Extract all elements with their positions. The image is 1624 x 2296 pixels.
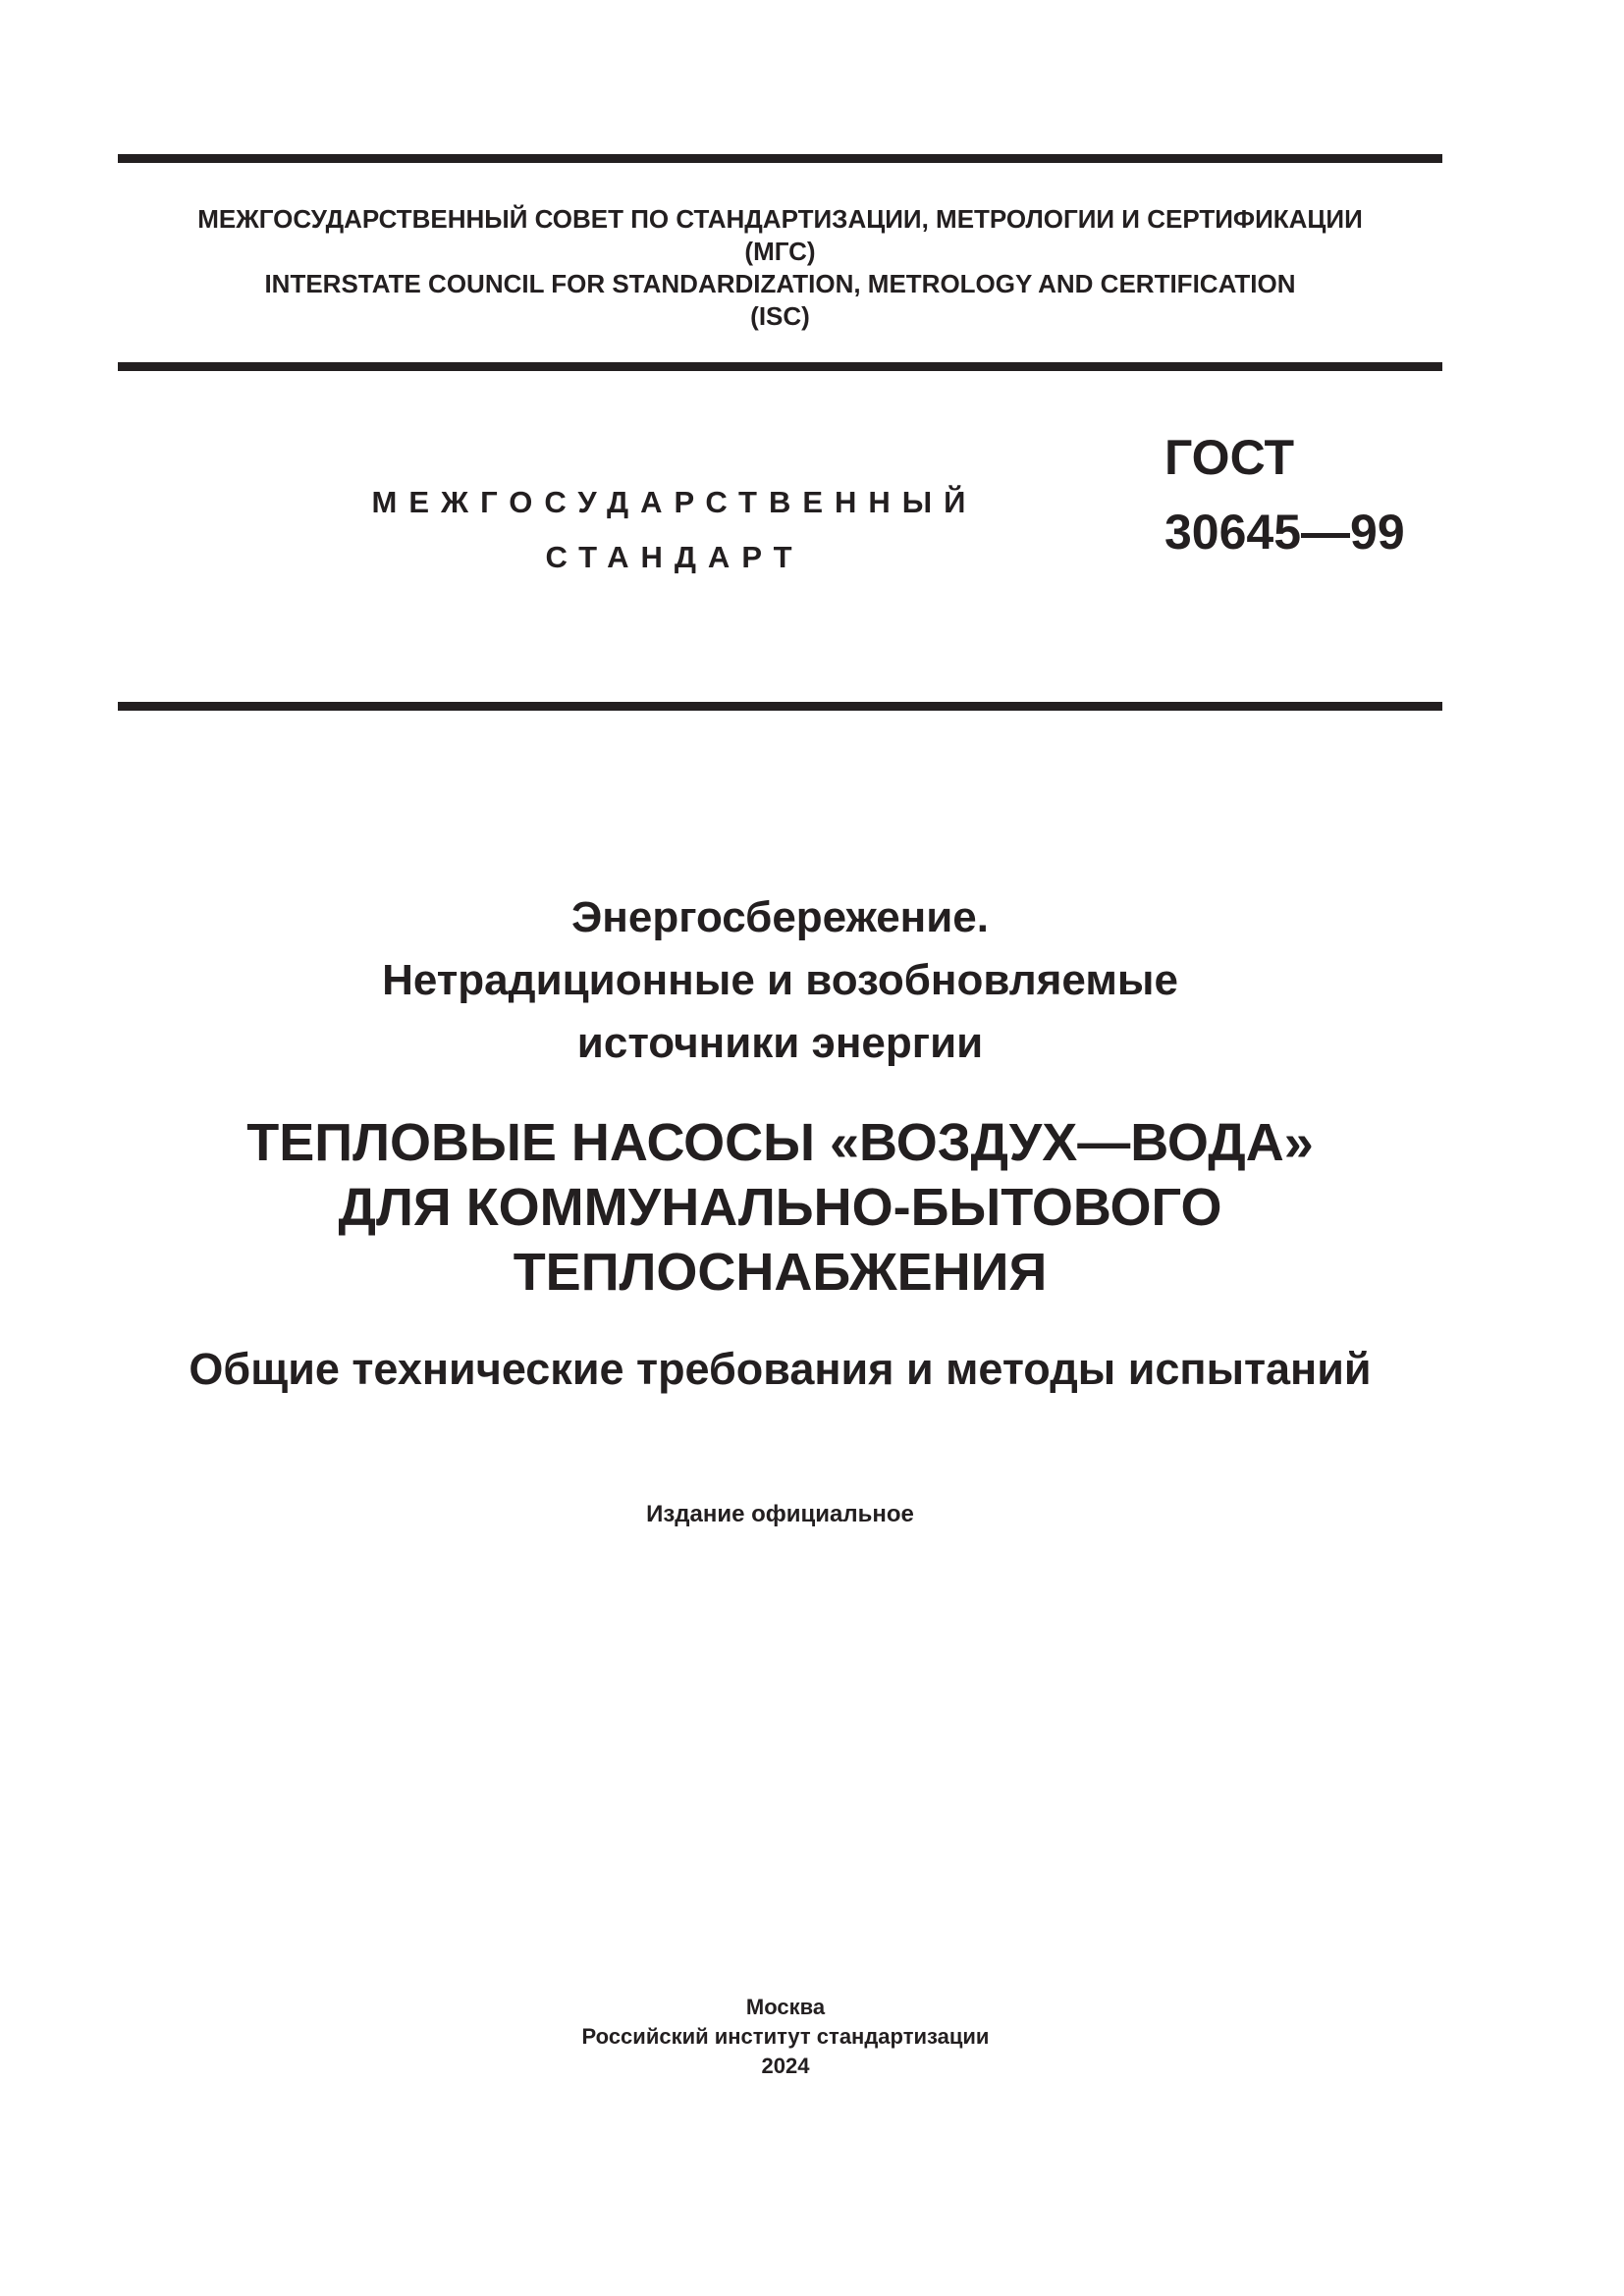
main-title: [98, 1110, 1462, 1305]
designation-prefix: ГОСТ: [1164, 430, 1294, 485]
standard-kind-line1: МЕЖГОСУДАРСТВЕННЫЙ: [371, 485, 978, 519]
header-divider: [118, 362, 1442, 371]
imprint-year: 2024: [761, 2054, 810, 2078]
council-abbr-en: (ISC): [750, 301, 810, 331]
main-title-line-1: ТЕПЛОВЫЕ НАСОСЫ «ВОЗДУХ—ВОДА»: [246, 1113, 1314, 1172]
council-name-ru: МЕЖГОСУДАРСТВЕННЫЙ СОВЕТ ПО СТАНДАРТИЗАЦИИ, МЕТРОЛОГИИ И СЕРТИФИКАЦИИ: [197, 204, 1363, 234]
subtitle-text: Общие технические требования и методы испытаний: [189, 1344, 1372, 1394]
subject-line-3: источники энергии: [576, 1019, 984, 1067]
subject-line-2: Нетрадиционные и возобновляемые: [382, 956, 1178, 1004]
council-name-en: INTERSTATE COUNCIL FOR STANDARDIZATION, METROLOGY AND CERTIFICATION: [264, 269, 1296, 298]
imprint-city: Москва: [745, 1995, 826, 2019]
top-divider: [118, 154, 1442, 163]
subtitle: [98, 1340, 1462, 1399]
standard-designation: [1164, 420, 1405, 569]
standard-kind: [365, 475, 984, 585]
imprint-publisher: Российский институт стандартизации: [581, 2024, 990, 2049]
main-title-line-2: ДЛЯ КОММУНАЛЬНО-БЫТОВОГО: [338, 1178, 1222, 1237]
main-title-line-3: ТЕПЛОСНАБЖЕНИЯ: [513, 1243, 1048, 1302]
subject-heading: [98, 886, 1462, 1075]
subject-line-1: Энергосбережение.: [571, 893, 989, 941]
designation-number: 30645—99: [1164, 505, 1405, 560]
council-header: [118, 203, 1442, 333]
standard-kind-line2: СТАНДАРТ: [545, 540, 804, 574]
council-abbr-ru: (МГС): [744, 237, 816, 266]
edition-note: Издание официальное: [646, 1501, 914, 1527]
imprint: [295, 1993, 1276, 2081]
title-divider: [118, 702, 1442, 711]
